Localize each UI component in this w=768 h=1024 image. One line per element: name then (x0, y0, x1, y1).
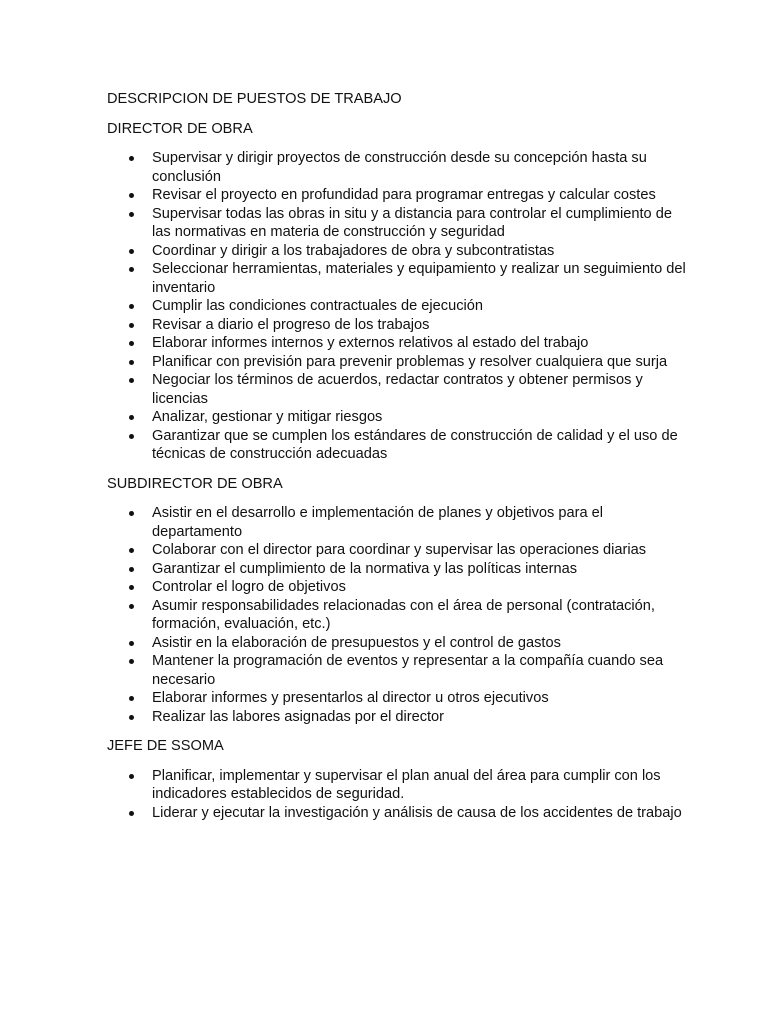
list-item: Colaborar con el director para coordinar y supervisar las operaciones diarias (107, 541, 687, 560)
list-item: Elaborar informes internos y externos relativos al estado del trabajo (107, 334, 687, 353)
list-item: Asistir en el desarrollo e implementación de planes y objetivos para el departamento (107, 504, 687, 541)
list-item: Seleccionar herramientas, materiales y equipamiento y realizar un seguimiento del inventario (107, 260, 687, 297)
list-item: Planificar con previsión para prevenir problemas y resolver cualquiera que surja (107, 353, 687, 372)
list-item: Revisar el proyecto en profundidad para programar entregas y calcular costes (107, 186, 687, 205)
section-heading: DIRECTOR DE OBRA (107, 120, 253, 137)
list-item: Asistir en la elaboración de presupuestos y el control de gastos (107, 634, 687, 653)
list-item: Asumir responsabilidades relacionadas con el área de personal (contratación, formación, evaluación, etc.) (107, 597, 687, 634)
list-item: Revisar a diario el progreso de los trabajos (107, 316, 687, 335)
duties-list (107, 504, 687, 726)
list-item: Negociar los términos de acuerdos, redactar contratos y obtener permisos y licencias (107, 371, 687, 408)
list-item: Garantizar el cumplimiento de la normativa y las políticas internas (107, 560, 687, 579)
section-subdirector-de-obra (107, 475, 687, 727)
section-heading: JEFE DE SSOMA (107, 738, 224, 754)
list-item: Mantener la programación de eventos y representar a la compañía cuando sea necesario (107, 652, 687, 689)
list-item: Planificar, implementar y supervisar el plan anual del área para cumplir con los indicadores establecidos de seguridad. (107, 767, 687, 804)
list-item: Elaborar informes y presentarlos al director u otros ejecutivos (107, 689, 687, 708)
duties-list (107, 767, 687, 823)
duties-list (107, 149, 687, 464)
list-item: Supervisar y dirigir proyectos de construcción desde su concepción hasta su conclusión (107, 149, 687, 186)
section-jefe-de-ssoma (107, 737, 687, 822)
document-title: DESCRIPCION DE PUESTOS DE TRABAJO (107, 91, 402, 107)
list-item: Liderar y ejecutar la investigación y análisis de causa de los accidentes de trabajo (107, 804, 687, 823)
document-page (107, 90, 687, 833)
list-item: Controlar el logro de objetivos (107, 578, 687, 597)
list-item: Garantizar que se cumplen los estándares de construcción de calidad y el uso de técnicas de construcción adecuadas (107, 427, 687, 464)
section-director-de-obra (107, 120, 687, 464)
list-item: Analizar, gestionar y mitigar riesgos (107, 408, 687, 427)
section-heading: SUBDIRECTOR DE OBRA (107, 475, 283, 492)
list-item: Cumplir las condiciones contractuales de ejecución (107, 297, 687, 316)
list-item: Supervisar todas las obras in situ y a distancia para controlar el cumplimiento de las normativas en materia de construcción y seguridad (107, 205, 687, 242)
list-item: Coordinar y dirigir a los trabajadores de obra y subcontratistas (107, 242, 687, 261)
list-item: Realizar las labores asignadas por el director (107, 708, 687, 727)
